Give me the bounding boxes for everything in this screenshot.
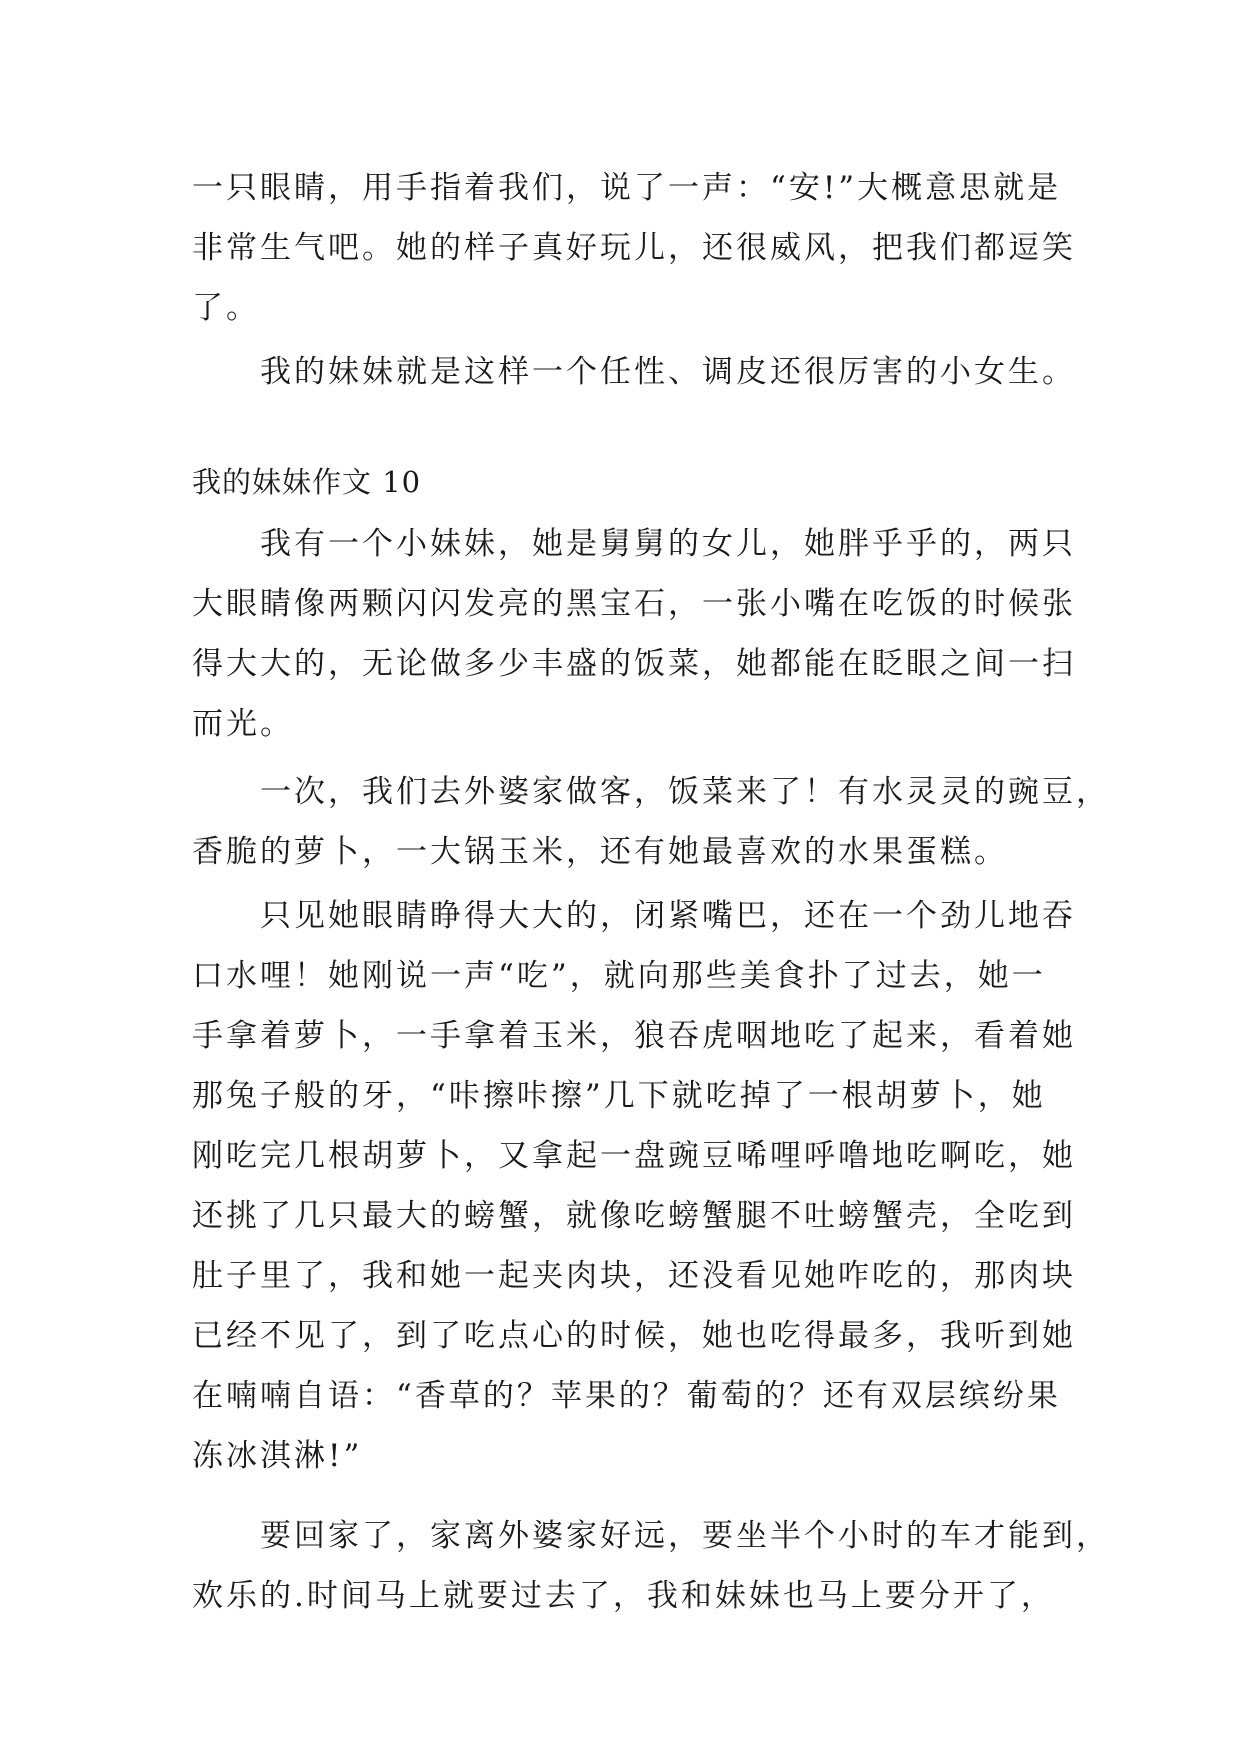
text-line: 只见她眼睛睁得大大的，闭紧嘴巴，还在一个劲儿地吞 [192, 898, 1076, 934]
text-line: 冻冰淇淋!” [192, 1438, 363, 1474]
text-line: 那兔子般的牙，“咔擦咔擦”几下就吃掉了一根胡萝卜，她 [192, 1078, 1046, 1114]
paragraph [192, 762, 1110, 882]
text-line: 手拿着萝卜，一手拿着玉米，狼吞虎咽地吃了起来，看着她 [192, 1018, 1076, 1054]
text-line: 我有一个小妹妹，她是舅舅的女儿，她胖乎乎的，两只 [192, 526, 1076, 562]
paragraph [192, 514, 1076, 754]
text-line: 刚吃完几根胡萝卜，又拿起一盘豌豆唏哩呼噜地吃啊吃，她 [192, 1138, 1076, 1174]
text-line: 得大大的，无论做多少丰盛的饭菜，她都能在眨眼之间一扫 [192, 646, 1076, 682]
paragraph [192, 1506, 1110, 1626]
text-line: 一次，我们去外婆家做客，饭菜来了！有水灵灵的豌豆， [192, 774, 1110, 810]
section-heading: 我的妹妹作文 10 [192, 465, 422, 499]
text-line: 在喃喃自语：“香草的？苹果的？葡萄的？还有双层缤纷果 [192, 1378, 1061, 1414]
text-line: 一只眼睛，用手指着我们，说了一声：“安!”大概意思就是 [192, 170, 1062, 206]
text-line: 香脆的萝卜，一大锅玉米，还有她最喜欢的水果蛋糕。 [192, 834, 1008, 870]
paragraph [192, 886, 1076, 1486]
paragraph [192, 158, 1076, 338]
text-line: 要回家了，家离外婆家好远，要坐半个小时的车才能到， [192, 1518, 1110, 1554]
text-line: 欢乐的.时间马上就要过去了，我和妹妹也马上要分开了， [192, 1578, 1055, 1614]
text-line: 我的妹妹就是这样一个任性、调皮还很厉害的小女生。 [192, 354, 1076, 390]
text-line: 而光。 [192, 706, 294, 742]
text-line: 还挑了几只最大的螃蟹，就像吃螃蟹腿不吐螃蟹壳，全吃到 [192, 1198, 1076, 1234]
text-line: 口水哩！她刚说一声“吃”，就向那些美食扑了过去，她一 [192, 958, 1046, 994]
text-line: 肚子里了，我和她一起夹肉块，还没看见她咋吃的，那肉块 [192, 1258, 1076, 1294]
text-line: 了。 [192, 290, 260, 326]
paragraph [192, 342, 1076, 402]
text-line: 已经不见了，到了吃点心的时候，她也吃得最多，我听到她 [192, 1318, 1076, 1354]
text-line: 大眼睛像两颗闪闪发亮的黑宝石，一张小嘴在吃饭的时候张 [192, 586, 1076, 622]
text-line: 非常生气吧。她的样子真好玩儿，还很威风，把我们都逗笑 [192, 230, 1076, 266]
